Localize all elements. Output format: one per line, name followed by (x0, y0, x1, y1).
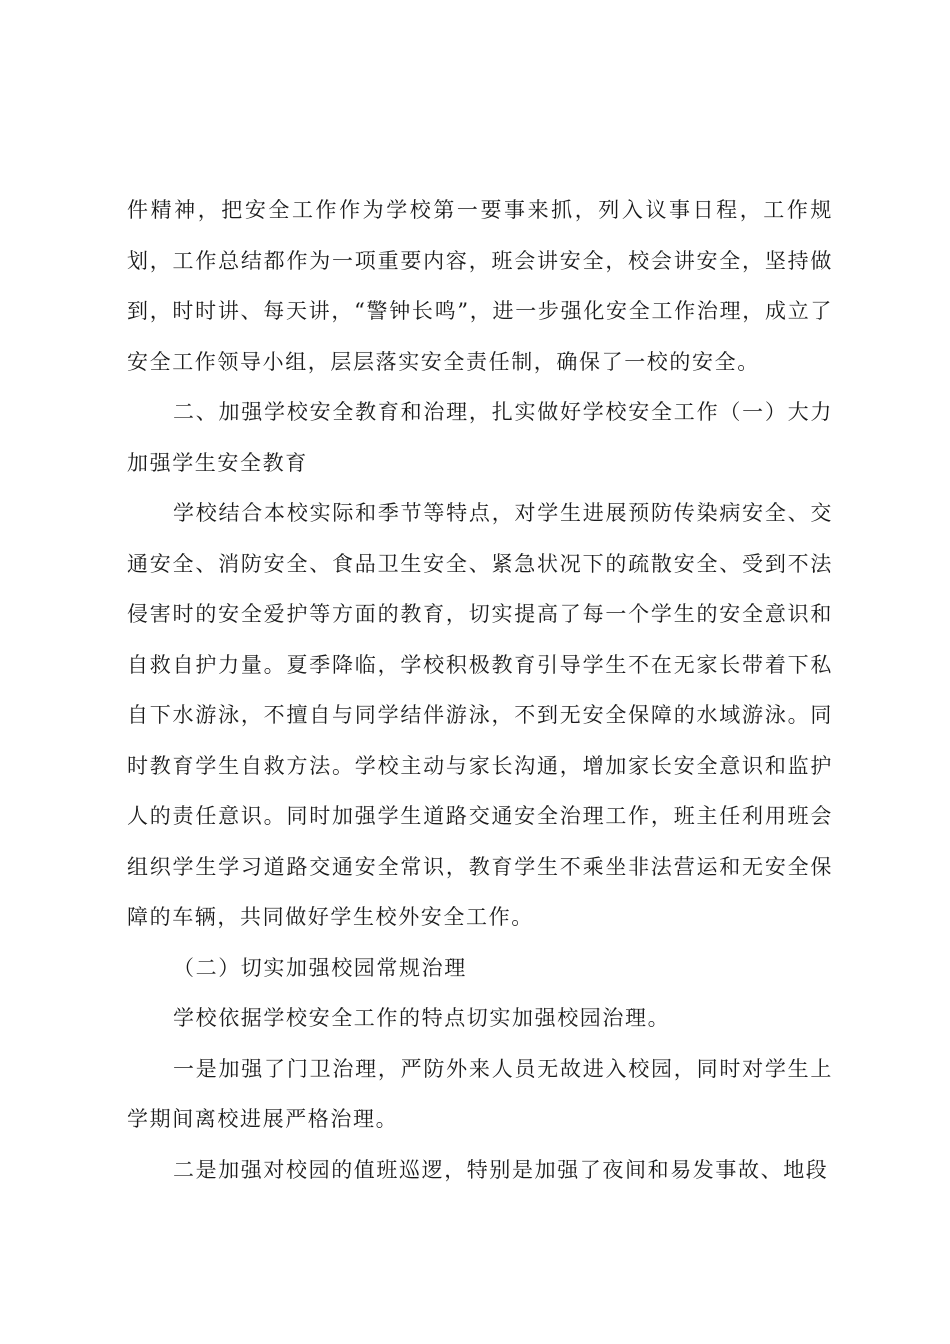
paragraph-campus-management: 学校依据学校安全工作的特点切实加强校园治理。 (173, 1006, 671, 1030)
document-body (127, 185, 833, 1195)
section-heading-2: 二、加强学校安全教育和治理，扎实做好学校安全工作（一）大力加强学生安全教育 (127, 400, 833, 475)
paragraph-gate-management: 一是加强了门卫治理，严防外来人员无故进入校园，同时对学生上学期间离校进展严格治理。 (127, 1056, 833, 1131)
paragraph-patrol: 二是加强对校园的值班巡逻，特别是加强了夜间和易发事故、地段 (173, 1157, 829, 1182)
paragraph-continuation: 件精神，把安全工作作为学校第一要事来抓，列入议事日程，工作规划，工作总结都作为一项重要内容，班会讲安全，校会讲安全，坚持做到，时时讲、每天讲，“警钟长鸣”，进一步强化安全工作治理，成立了安全工作领导小组，层层落实安全责任制，确保了一校的安全。 (127, 198, 833, 374)
paragraph-safety-education: 学校结合本校实际和季节等特点，对学生进展预防传染病安全、交通安全、消防安全、食品卫生安全、紧急状况下的疏散安全、受到不法侵害时的安全爱护等方面的教育，切实提高了每一个学生的安全意识和自救自护力量。夏季降临，学校积极教育引导学生不在无家长带着下私自下水游泳，不擅自与同学结伴游泳，不到无安全保障的水域游泳。同时教育学生自救方法。学校主动与家长沟通，增加家长安全意识和监护人的责任意识。同时加强学生道路交通安全治理工作，班主任利用班会组织学生学习道路交通安全常识，教育学生不乘坐非法营运和无安全保障的车辆，共同做好学生校外安全工作。 (127, 501, 833, 929)
subsection-heading-2: （二）切实加强校园常规治理 (173, 955, 467, 980)
